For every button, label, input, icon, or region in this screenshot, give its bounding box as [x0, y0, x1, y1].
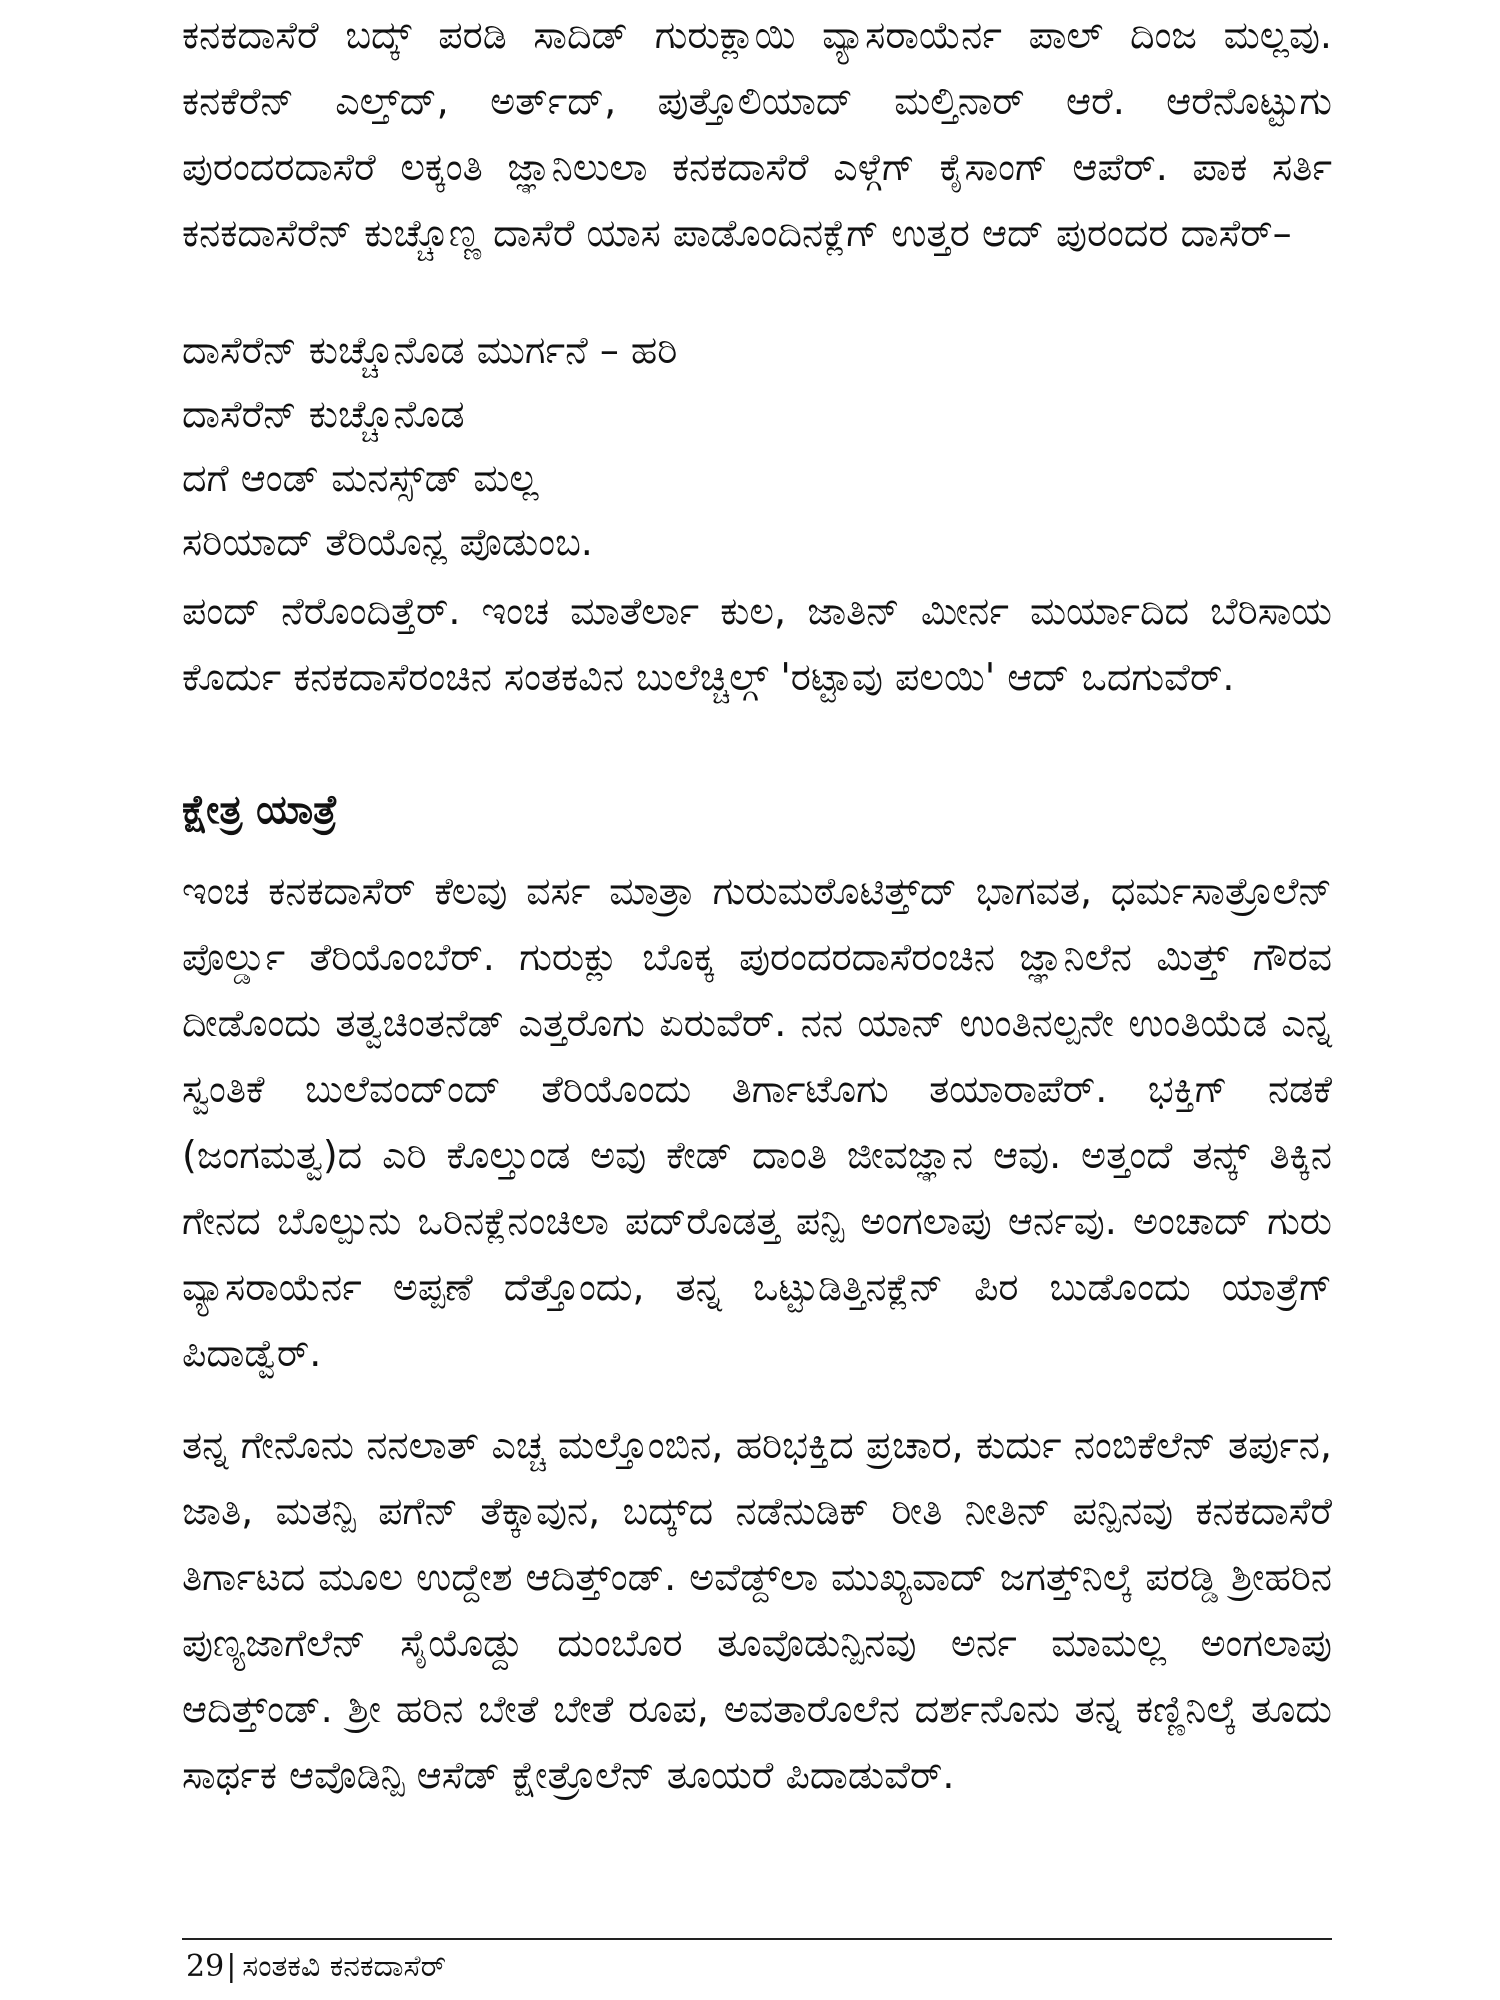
paragraph-after-verse: ಪಂದ್ ನೆರೊಂದಿತ್ತೆರ್. ಇಂಚ ಮಾತೆರ್ಲಾ ಕುಲ, ಜಾತಿನ್ ಮೀರ್ನ ಮರ್ಯಾದಿದ ಬೆರಿಸಾಯ ಕೊರ್ದು ಕನಕದಾಸೆರಂಚಿನ ಸಂತಕವಿನ ಬುಲೆಚ್ಚಿಲ್ಗ್ 'ರಟ್ಟಾವು ಪಲಯಿ' ಆದ್ ಒದಗುವೆರ್. [182, 589, 1332, 699]
book-title: ಸಂತಕವಿ ಕನಕದಾಸೆರ್ [242, 1949, 447, 1984]
paragraph-intro: ಕನಕದಾಸೆರೆ ಬದ್ಕ್ ಪರಡಿ ಸಾದಿಡ್ ಗುರುಕ್ಲಾಯಿ ವ್ಯಾಸರಾಯೆರ್ನ ಪಾಲ್ ದಿಂಜ ಮಲ್ಲವು. ಕನಕೆರೆನ್ ಎಲ್ತ್‌ದ್, ಅರ್ತ್‌ದ್, ಪುತ್ತೊಲಿಯಾದ್ ಮಲ್ತಿನಾರ್ ಆರೆ. ಆರೆನೊಟ್ಟುಗು ಪುರಂದರದಾಸೆರೆ ಲಕ್ಕಂತಿ ಜ್ಞಾನಿಲುಲಾ ಕನಕದಾಸೆರೆ ಎಳ್ಗೆಗ್ ಕೈಸಾಂಗ್ ಆಪೆರ್. ಪಾಕ ಸರ್ತಿ ಕನಕದಾಸೆರೆನ್ ಕುಚ್ಚೊಣ್ಣ ದಾಸೆರೆ ಯಾಸ ಪಾಡೊಂದಿನಕ್ಲೆಗ್ ಉತ್ತರ ಆದ್ ಪುರಂದರ ದಾಸೆರ್– [182, 13, 1332, 255]
paragraph-purpose: ತನ್ನ ಗೇನೊನು ನನಲಾತ್ ಎಚ್ಚ ಮಲ್ತೊಂಬಿನ, ಹರಿಭಕ್ತಿದ ಪ್ರಚಾರ, ಕುರ್ದು ನಂಬಿಕೆಲೆನ್ ತರ್ಪುನ, ಜಾತಿ, ಮತನ್ಪಿ ಪಗೆನ್ ತೆಕ್ಕಾವುನ, ಬದ್ಕ್‌ದ ನಡೆನುಡಿಕ್ ರೀತಿ ನೀತಿನ್ ಪನ್ಪಿನವು ಕನಕದಾಸೆರೆ ತಿರ್ಗಾಟದ ಮೂಲ ಉದ್ದೇಶ ಆದಿತ್ತ್‌ಂಡ್. ಅವೆಡ್ದ್‌ಲಾ ಮುಖ್ಯವಾದ್ ಜಗತ್ತ್‌ನಿಲ್ಕೆ ಪರಡ್ಡಿ ಶ್ರೀಹರಿನ ಪುಣ್ಯಜಾಗೆಲೆನ್ ಸೈಯೊಡ್ದು ದುಂಬೊರ ತೂವೊಡುನ್ಪಿನವು ಅರ್ನ ಮಾಮಲ್ಲ ಅಂಗಲಾಪು ಆದಿತ್ತ್‌ಂಡ್. ಶ್ರೀ ಹರಿನ ಬೇತೆ ಬೇತೆ ರೂಪ, ಅವತಾರೊಲೆನ ದರ್ಶನೊನು ತನ್ನ ಕಣ್ಣಿನಿಲ್ಕೆ ತೂದು ಸಾರ್ಥಕ ಆವೊಡಿನ್ಪಿ ಆಸೆಡ್ ಕ್ಷೇತ್ರೊಲೆನ್ ತೂಯರೆ ಪಿದಾಡುವೆರ್. [182, 1423, 1332, 1797]
page-number: 29 [186, 1949, 225, 1984]
document-page [182, 0, 1332, 2000]
verse-line: ದಾಸೆರೆನ್ ಕುಚ್ಚೊನೊಡ [182, 392, 465, 436]
verse-block [182, 318, 1332, 574]
verse-line: ದಾಸೆರೆನ್ ಕುಚ್ಚೊನೊಡ ಮುರ್ಗನೆ – ಹರಿ [182, 328, 678, 372]
footer-divider [182, 1938, 1332, 1940]
section-heading: ಕ್ಷೇತ್ರ ಯಾತ್ರೆ [182, 787, 338, 833]
verse-line: ಸರಿಯಾದ್ ತೆರಿಯೊನ್ಲ ಪೊಡುಂಬ. [182, 520, 593, 564]
paragraph-pilgrimage: ಇಂಚ ಕನಕದಾಸೆರ್ ಕೆಲವು ವರ್ಸ ಮಾತ್ರಾ ಗುರುಮಠೊಟಿತ್ತ್‌ದ್ ಭಾಗವತ, ಧರ್ಮಸಾತ್ರೊಲೆನ್ ಪೊರ್ಲ್ಡು ತೆರಿಯೊಂಬೆರ್. ಗುರುಕ್ಲು ಬೊಕ್ಕ ಪುರಂದರದಾಸೆರಂಚಿನ ಜ್ಞಾನಿಲೆನ ಮಿತ್ತ್ ಗೌರವ ದೀಡೊಂದು ತತ್ವಚಿಂತನೆಡ್ ಎತ್ತರೊಗು ಏರುವೆರ್. ನನ ಯಾನ್ ಉಂತಿನಲ್ಪನೇ ಉಂತಿಯೆಡ ಎನ್ನ ಸ್ವಂತಿಕೆ ಬುಲೆವಂದ್‌ಂದ್ ತೆರಿಯೊಂದು ತಿರ್ಗಾಟೊಗು ತಯಾರಾಪೆರ್. ಭಕ್ತಿಗ್ ನಡಕೆ (ಜಂಗಮತ್ವ)ದ ಎರಿ ಕೊಲ್ತುಂಡ ಅವು ಕೇಡ್ ದಾಂತಿ ಜೀವಜ್ಞಾನ ಆವು. ಅತ್ತಂದೆ ತನ್ಕ್ ತಿಕ್ಕಿನ ಗೇನದ ಬೊಲ್ಪುನು ಒರಿನಕ್ಲೆನಂಚಿಲಾ ಪದ್‌ರೊಡತ್ತ ಪನ್ಪಿ ಅಂಗಲಾಪು ಆರ್ನವು. ಅಂಚಾದ್ ಗುರು ವ್ಯಾಸರಾಯೆರ್ನ ಅಪ್ಪಣೆ ದೆತ್ತೊಂದು, ತನ್ನ ಒಟ್ಟುಡಿತ್ತಿನಕ್ಲೆನ್ ಪಿರ ಬುಡೊಂದು ಯಾತ್ರೆಗ್ ಪಿದಾಡ್ವೆರ್. [182, 869, 1332, 1375]
footer-separator: | [226, 1949, 237, 1984]
verse-line: ದಗೆ ಆಂಡ್ ಮನಸ್ಸ್‌ಡ್ ಮಲ್ಲ [182, 456, 539, 500]
page-footer [186, 1944, 446, 1990]
